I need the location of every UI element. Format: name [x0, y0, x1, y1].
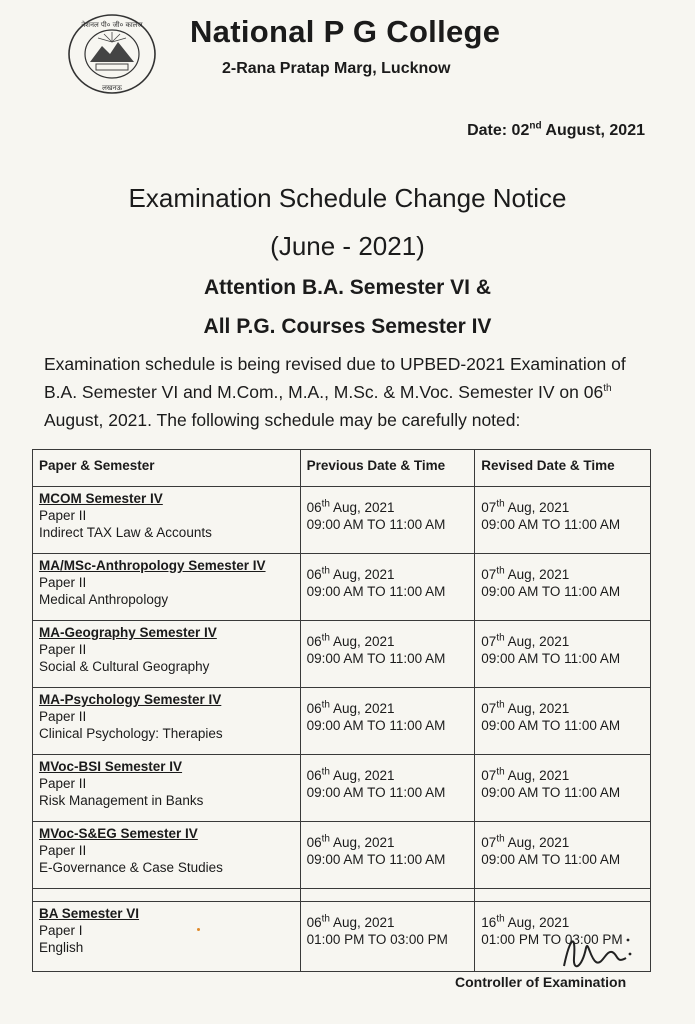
previous-date-cell: 06th Aug, 2021 09:00 AM TO 11:00 AM: [300, 554, 475, 621]
table-row: [33, 554, 651, 621]
notice-subtitle: (June - 2021): [270, 231, 425, 261]
signature: [556, 928, 636, 978]
table-row: [33, 822, 651, 889]
college-name: National P G College: [190, 14, 501, 49]
paper-cell: [33, 822, 301, 889]
paper-number: Paper II: [39, 776, 87, 791]
subject-name: English: [39, 940, 84, 955]
revised-date-cell: 07th Aug, 2021 09:00 AM TO 11:00 AM: [475, 621, 651, 688]
previous-date-cell: 06th Aug, 2021 09:00 AM TO 11:00 AM: [300, 755, 475, 822]
paper-number: Paper II: [39, 843, 87, 858]
logo-text-top: नेशनल पी० जी० कालेज: [81, 21, 143, 29]
previous-date-cell: 06th Aug, 2021 09:00 AM TO 11:00 AM: [300, 621, 475, 688]
logo-text-bottom: लखनऊ: [102, 84, 122, 92]
course-name: MA-Psychology Semester IV: [39, 692, 222, 707]
table-row: [33, 688, 651, 755]
subject-name: Medical Anthropology: [39, 592, 169, 607]
previous-date-cell: 06th Aug, 2021 09:00 AM TO 11:00 AM: [300, 487, 475, 554]
attention-line-2: All P.G. Courses Semester IV: [203, 315, 492, 338]
revised-date-cell: 07th Aug, 2021 09:00 AM TO 11:00 AM: [475, 755, 651, 822]
notice-date: Date: 02nd August, 2021: [467, 120, 645, 139]
college-logo: [66, 12, 158, 96]
course-name: MVoc-S&EG Semester IV: [39, 826, 198, 841]
table-row: [33, 487, 651, 554]
paper-cell: [33, 688, 301, 755]
course-name: MVoc-BSI Semester IV: [39, 759, 183, 774]
table-row: [33, 755, 651, 822]
previous-date-cell: 06th Aug, 2021 01:00 PM TO 03:00 PM: [300, 902, 475, 972]
paper-cell: [33, 487, 301, 554]
subject-name: Social & Cultural Geography: [39, 659, 210, 674]
paper-cell: [33, 554, 301, 621]
header-previous-date: Previous Date & Time: [300, 450, 475, 487]
subject-name: E-Governance & Case Studies: [39, 860, 223, 875]
revised-date-cell: 07th Aug, 2021 09:00 AM TO 11:00 AM: [475, 487, 651, 554]
revised-date-cell: 16th Aug, 2021 01:00 PM TO 03:00 PM: [475, 902, 651, 972]
paper-number: Paper II: [39, 575, 87, 590]
course-name: MA/MSc-Anthropology Semester IV: [39, 558, 266, 573]
course-name: MCOM Semester IV: [39, 491, 163, 506]
previous-date-cell: 06th Aug, 2021 09:00 AM TO 11:00 AM: [300, 688, 475, 755]
paper-number: Paper II: [39, 709, 87, 724]
course-name: MA-Geography Semester IV: [39, 625, 217, 640]
paper-number: Paper II: [39, 642, 87, 657]
header-revised-date: Revised Date & Time: [475, 450, 651, 487]
college-address: 2-Rana Pratap Marg, Lucknow: [222, 60, 451, 77]
paper-number: Paper I: [39, 923, 83, 938]
revised-date-cell: 07th Aug, 2021 09:00 AM TO 11:00 AM: [475, 688, 651, 755]
schedule-table: [32, 449, 651, 972]
intro-paragraph: Examination schedule is being revised due to UPBED-2021 Examination of B.A. Semester VI and M.Com., M.A., M.Sc. & M.Voc. Semester IV on 06th August, 2021. The following schedule may be carefully noted:: [44, 354, 626, 430]
subject-name: Clinical Psychology: Therapies: [39, 726, 223, 741]
paper-cell: [33, 755, 301, 822]
table-row: [33, 621, 651, 688]
revised-date-cell: 07th Aug, 2021 09:00 AM TO 11:00 AM: [475, 554, 651, 621]
table-spacer-row: [33, 889, 651, 902]
attention-line-1: Attention B.A. Semester VI &: [203, 276, 492, 299]
paper-cell: [33, 621, 301, 688]
table-header-row: [33, 450, 651, 487]
revised-date-cell: 07th Aug, 2021 09:00 AM TO 11:00 AM: [475, 822, 651, 889]
subject-name: Indirect TAX Law & Accounts: [39, 525, 212, 540]
previous-date-cell: 06th Aug, 2021 09:00 AM TO 11:00 AM: [300, 822, 475, 889]
paper-cell: [33, 902, 301, 972]
subject-name: Risk Management in Banks: [39, 793, 204, 808]
paper-number: Paper II: [39, 508, 87, 523]
header-paper-semester: Paper & Semester: [33, 450, 301, 487]
course-name: BA Semester VI: [39, 906, 140, 921]
ink-speck: [197, 928, 200, 931]
signatory-title: Controller of Examination: [455, 974, 627, 990]
notice-title: Examination Schedule Change Notice: [128, 183, 567, 213]
